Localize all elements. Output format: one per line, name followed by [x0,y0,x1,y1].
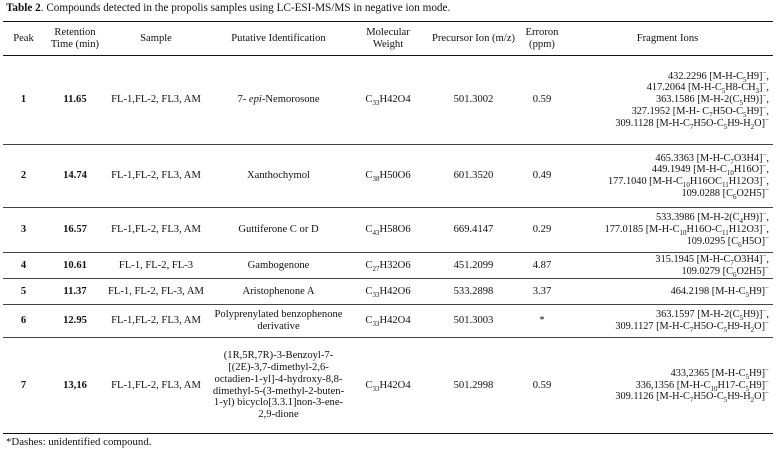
header-fragment-ions: Fragment Ions [562,22,773,56]
molecular-weight-cell: $C_{33}H42O4$ [351,305,425,338]
table-row [3,305,773,338]
fragment-ions-cell [562,208,773,253]
identification-cell: Xanthochymol [206,145,351,208]
precursor-ion-cell: 501.3002 [425,56,522,145]
molecular-weight-cell: $C_{38}H50O6$ [351,145,425,208]
retention-time-cell: 14.74 [44,145,106,208]
identification-cell: Aristophenone A [206,279,351,305]
fragment-ion-line: 309.1126 $[M-H-C_7H5O-C_5H9-H_2O]^-$ [615,388,769,405]
peak-cell: 1 [3,56,44,145]
peak-cell: 3 [3,208,44,253]
header-error: Erroron (ppm) [522,22,562,56]
table-footnote: *Dashes: unidentified compound. [6,436,152,448]
error-cell: 0.49 [522,145,562,208]
table-body [3,56,773,434]
table-row [3,208,773,253]
fragment-ion-line: 109.0279 $[C_6O2H5]^-$ [681,263,769,279]
table-row [3,338,773,434]
fragment-ion-line: 433,2365 $[M-H-C_5H9]^-$ [670,365,769,381]
error-cell: 0.59 [522,56,562,145]
fragment-ion-line: 177.0185 $[M-H-C_{10}H16O-C_{11}H12O3]^-$, [604,221,769,238]
error-cell: 0.29 [522,208,562,253]
fragment-ion-line: 449.1949 $[M-H-C_{10}H16O]^-$, [651,161,769,178]
fragment-ion-line: 109.0288 $[C_6O2H5]^-$ [681,185,769,201]
compounds-table [3,21,773,434]
molecular-weight-cell: $C_{27}H32O6$ [351,253,425,279]
peak-cell: 7 [3,338,44,434]
fragment-ion-line: 432.2296 $[M-H-C_5H9]^-$, [668,68,769,84]
identification-cell: Gambogenone [206,253,351,279]
identification-cell: (1R,5R,7R)-3-Benzoyl-7-[(2E)-3,7-dimethyl-2,6-octadien-1-yl]-4-hydroxy-8,8-dimethyl-5-(3-methyl-2-buten-1-yl) bicyclo[3.3.1]non-3-ene-2,9-dione [206,338,351,434]
header-retention-time: Retention Time (min) [44,22,106,56]
precursor-ion-cell: 501.3003 [425,305,522,338]
header-precursor-ion: Precursor Ion (m/z) [425,22,522,56]
identification-cell [206,56,351,145]
table-row [3,145,773,208]
fragment-ion-line: 465.3363 $[M-H-C_7O3H4]^-$, [655,150,769,166]
fragment-ion-line: 309.1128 $[M-H-C_7H5O-C_5H9-H_2O]^-$ [615,115,769,131]
peak-cell: 4 [3,253,44,279]
fragment-ion-line: 533.3986 $[M-H-2(C_4H9)]^-$, [656,210,769,226]
peak-cell: 5 [3,279,44,305]
retention-time-cell: 11.37 [44,279,106,305]
fragment-ion-line: 464.2198 $[M-H-C_5H9]^-$ [670,283,769,299]
caption-label: Table 2 [6,2,41,14]
fragment-ion-line: 309.1127 $[M-H-C_7H5O-C_5H9-H_2O]^-$ [615,318,769,335]
error-cell: 4.87 [522,253,562,279]
fragment-ion-line: 327.1952 [M-H- $C_7H5O-C_5H9]^-$, [631,103,769,119]
fragment-ions-cell [562,338,773,434]
identification-prefix: 7- [237,94,249,106]
retention-time-cell: 10.61 [44,253,106,279]
table-row [3,279,773,305]
peak-cell: 6 [3,305,44,338]
retention-time-cell: 16.57 [44,208,106,253]
retention-time-cell: 12.95 [44,305,106,338]
header-identification: Putative Identification [206,22,351,56]
fragment-ion-line: 417.2064 $[M-H-C_5H8-CH_3]^-$, [646,80,769,96]
precursor-ion-cell: 501.2998 [425,338,522,434]
fragment-ions-cell [562,145,773,208]
error-cell: 3.37 [522,279,562,305]
precursor-ion-cell: 601.3520 [425,145,522,208]
molecular-weight-cell: $C_{43}H58O6$ [351,208,425,253]
retention-time-cell: 13,16 [44,338,106,434]
sample-cell: FL-1,FL-2, FL3, AM [106,338,206,434]
fragment-ion-line: 315.1945 $[M-H-C_7O3H4]^-$, [655,251,769,267]
precursor-ion-cell: 669.4147 [425,208,522,253]
sample-cell: FL-1,FL-2, FL3, AM [106,145,206,208]
table-row [3,56,773,145]
fragment-ions-cell [562,253,773,279]
precursor-ion-cell: 451.2099 [425,253,522,279]
identification-italic: epi [248,94,262,106]
fragment-ion-line: 363.1597 $[M-H-2(C_5H9)]^-$, [656,306,769,323]
fragment-ion-line: 336,1356 $[M-H-C_{10}H17-C_5H9]^-$ [635,377,769,393]
fragment-ions-cell [562,56,773,145]
header-sample: Sample [106,22,206,56]
molecular-weight-cell: $C_{33}H42O4$ [351,338,425,434]
fragment-ions-cell [562,279,773,305]
fragment-ion-line: 177.1040 $[M-H-C_{10}H16OC_{11}H12O3]^-$, [607,173,769,190]
error-cell: 0.59 [522,338,562,434]
molecular-weight-cell: $C_{33}H42O4$ [351,56,425,145]
table-caption [6,1,774,15]
molecular-weight-cell: $C_{33}H42O6$ [351,279,425,305]
sample-cell: FL-1, FL-2, FL-3, AM [106,279,206,305]
precursor-ion-cell: 533.2898 [425,279,522,305]
header-peak: Peak [3,22,44,56]
sample-cell: FL-1,FL-2, FL3, AM [106,305,206,338]
retention-time-cell: 11.65 [44,56,106,145]
identification-suffix: -Nemorosone [261,94,320,106]
fragment-ions-cell [562,305,773,338]
fragment-ion-line: 109.0295 $[C_6H5O]^-$ [686,233,769,249]
error-cell: * [522,305,562,338]
caption-text: . Compounds detected in the propolis samples using LC-ESI-MS/MS in negative ion mode. [40,2,451,14]
sample-cell: FL-1,FL-2, FL3, AM [106,56,206,145]
table-row [3,253,773,279]
peak-cell: 2 [3,145,44,208]
identification-cell: Guttiferone C or D [206,208,351,253]
header-molecular-weight: Molecular Weight [351,22,425,56]
sample-cell: FL-1,FL-2, FL3, AM [106,208,206,253]
sample-cell: FL-1, FL-2, FL-3 [106,253,206,279]
fragment-ion-line: 363.1586 $[M-H-2(C_5H9)]^-$, [656,91,769,108]
identification-cell: Polyprenylated benzophenone derivative [206,305,351,338]
header-row [3,22,773,56]
